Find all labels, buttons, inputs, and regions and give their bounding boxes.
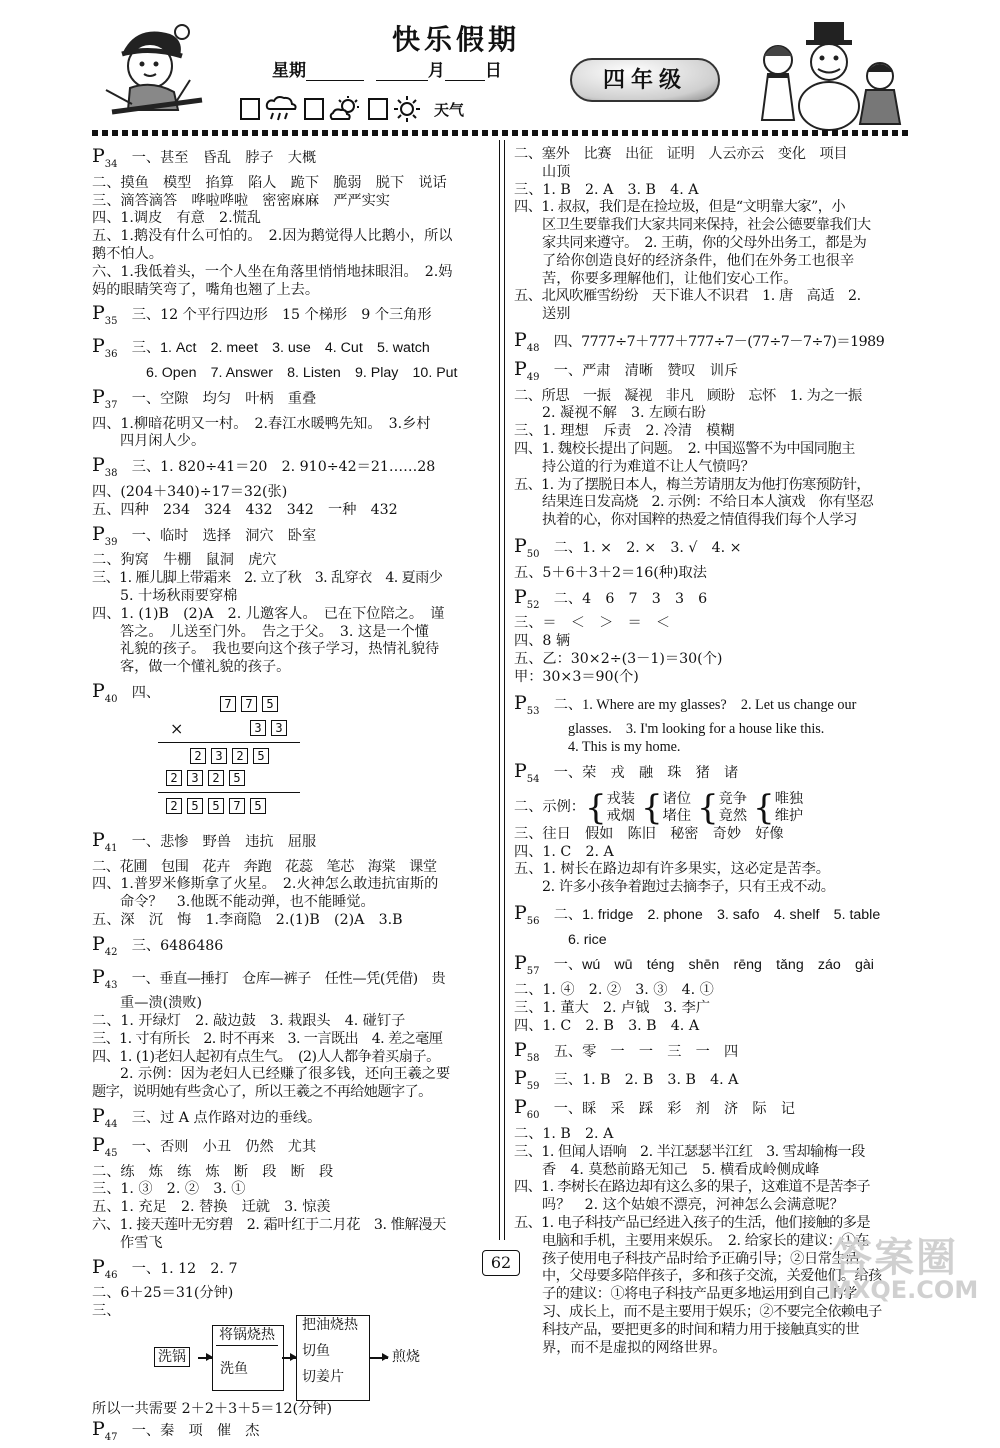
answer-line: 四、8 辆 [514, 633, 571, 650]
right-column [514, 146, 914, 1357]
pair-word: 堵住 [662, 807, 692, 824]
weather-checkbox-rain[interactable] [240, 98, 260, 120]
answer-line: 二、狗窝 牛棚 鼠洞 虎穴 [92, 552, 277, 569]
flow-step: 把油烧热 [302, 1317, 358, 1334]
mult-row-4 [166, 770, 250, 786]
digit-box: 5 [250, 798, 266, 814]
month-label: 月 [427, 61, 445, 81]
answer-line: 山顶 [542, 163, 571, 180]
rule-line [158, 792, 300, 794]
flow-step: 切鱼 [302, 1343, 330, 1360]
answer-line: 四、1.调皮 有意 2.慌乱 [92, 210, 261, 227]
word-pair [775, 791, 803, 825]
word-pairs-row [514, 787, 914, 828]
word-pair [607, 791, 635, 825]
brace-icon: { [697, 787, 719, 828]
flow-arrow [370, 1357, 388, 1359]
weather-row [240, 94, 464, 124]
answer-line: 命令？ 3.他既不能动弹，也不能睡觉。 [120, 894, 375, 911]
page-ref: $P_{39}$ [92, 522, 118, 548]
answer-line: 6. Open 7. Answer 8. Listen 9. Play 10. Put [146, 364, 458, 381]
grade-badge: 四年级 [570, 58, 720, 102]
answer-line: 孩子使用电子科技产品时给予正确引导；②日常生活 [542, 1250, 860, 1267]
answer-line: 一、秦 项 催 杰 [131, 1422, 260, 1439]
answer-line: 二、花圃 包围 花卉 奔跑 花蕊 笔芯 海棠 课堂 [92, 858, 437, 875]
mult-row-2 [250, 720, 292, 736]
pair-word: 竟然 [718, 807, 748, 824]
page-ref: $P_{44}$ [92, 1105, 118, 1130]
weather-checkbox-cloudy[interactable] [304, 98, 324, 120]
answer-line: 6. rice [568, 931, 607, 948]
answer-line: 区卫生要靠我们大家共同来保持，社会公德要靠我们大 [542, 217, 871, 234]
answer-line: 一、垂直—捶打 仓库—裤子 任性—凭(凭借) 贵 [131, 970, 446, 987]
page-ref: $P_{36}$ [92, 335, 118, 360]
answer-line: 二、摸鱼 模型 掐算 陷人 跪下 脆弱 脱下 说话 [92, 174, 447, 191]
flow-step: 将锅烧热 [216, 1327, 278, 1346]
left-column [92, 146, 490, 1448]
answer-line: 一、空隙 均匀 叶柄 重叠 [131, 390, 317, 407]
answer-line: 四月闲人少。 [120, 433, 206, 450]
answer-line: 四、1. (1)B (2)A 2. 儿邀客人。 已在下位陪之。 谨 [92, 605, 445, 622]
answer-line: 四、1. 叔叔，我们是在捡垃圾，但是“文明靠大家”，小 [514, 199, 846, 216]
page-ref: $P_{48}$ [514, 328, 540, 354]
answer-line: 一、荣 戎 融 珠 猪 诸 [553, 764, 739, 781]
answer-line: 2. 示例：因为老妇人已经赚了很多钱，还向王羲之要 [120, 1066, 451, 1083]
digit-box: 3 [211, 748, 227, 764]
page-ref: $P_{54}$ [514, 759, 540, 785]
answer-line: 四、1.柳暗花明又一村。 2.春江水暖鸭先知。 3.乡村 [92, 415, 431, 432]
page-ref: $P_{49}$ [514, 357, 540, 383]
brace-icon: { [753, 787, 775, 828]
digit-box: 2 [208, 770, 224, 786]
flow-step: 切姜片 [302, 1369, 344, 1386]
digit-box: 2 [232, 748, 248, 764]
answer-line: 五、北风吹雁雪纷纷 天下谁人不识君 1. 唐 高适 2. [514, 288, 861, 305]
answer-line: 结果连日发高烧 2. 示例：不给日本人演戏 你有坚忍 [542, 494, 874, 511]
answer-line: 三、滴答滴答 哗啦哗啦 密密麻麻 严严实实 [92, 192, 390, 209]
answer-line: 一、甚至 昏乱 脖子 大概 [131, 150, 317, 166]
answer-line: 所以一共需要 2＋2＋3＋5＝12(分钟) [92, 1401, 332, 1418]
page-number: 62 [482, 1250, 520, 1276]
answer-line: 二、1. B 2. A [514, 1126, 614, 1143]
answer-line: 吗？ 2. 这个姑娘不漂亮，河神怎么会满意呢？ [542, 1197, 844, 1214]
page-ref: $P_{59}$ [514, 1067, 540, 1093]
answer-line: 重—溃(溃败) [120, 995, 203, 1012]
page-ref: $P_{34}$ [92, 145, 118, 170]
date-line [272, 56, 502, 81]
answer-line: 一、严肃 清晰 赞叹 训斥 [553, 362, 739, 379]
answer-line: 三、过 A 点作路对边的垂线。 [131, 1110, 322, 1127]
answer-line: 六、1. 接天莲叶无穷碧 2. 霜叶红于二月花 3. 惟解漫天 [92, 1217, 446, 1234]
digit-box: 2 [190, 748, 206, 764]
answer-line: 二、4 6 7 3 3 6 [553, 590, 708, 607]
answer-line: 妈的眼睛笑弯了，嘴角也翘了上去。 [92, 281, 320, 298]
watermark-url: MXQE.COM [828, 1276, 979, 1304]
digit-box: 7 [220, 696, 236, 712]
answer-line: 甲：30×3＝90(个) [514, 668, 639, 685]
page-ref: $P_{46}$ [92, 1255, 118, 1281]
snowman-kids-clipart [748, 20, 908, 132]
header-divider [92, 130, 910, 136]
answer-line: 三、1. B 2. B 3. B 4. A [553, 1072, 739, 1089]
multiplication-puzzle [92, 696, 490, 826]
digit-box: 2 [166, 770, 182, 786]
answer-line: 四、1. (1)老妇人起初有点生气。 (2)人人都争着买扇子。 [92, 1048, 440, 1065]
answer-line: 苦，你要多理解他们，让他们安心工作。 [542, 270, 798, 287]
answer-line: 三、1. 董大 2. 卢钺 3. 李广 [514, 1000, 711, 1017]
answer-line: 科技产品，要把更多的时间和精力用于接触真实的世 [542, 1321, 860, 1338]
answer-line: 二、所思 一振 凝视 非凡 顾盼 忘怀 1. 为之一振 [514, 387, 862, 404]
answer-line: 5. 十场秋雨要穿棉 [120, 587, 238, 604]
answer-line: 五、深 沉 悔 1.李商隐 2.(1)B (2)A 3.B [92, 911, 403, 928]
weather-label: 天气 [434, 100, 465, 119]
watermark-logo-text: 答案圈 [832, 1235, 958, 1281]
sun-cloud-icon [328, 95, 362, 123]
answer-line: 五、1. 电子科技产品已经进入孩子的生活，他们接触的多是 [514, 1215, 870, 1232]
answer-line: 电脑和手机，主要用来娱乐。 2. 给家长的建议：①在 [542, 1232, 869, 1249]
answer-line: 四、1. C 2. A [514, 843, 614, 860]
sun-icon [392, 95, 422, 123]
page-ref: $P_{57}$ [514, 952, 540, 978]
answer-line: 鹅不怕人。 [92, 245, 163, 262]
word-pair [663, 791, 691, 825]
answer-line: 三、1. 寸有所长 2. 时不再来 3. 一言既出 4. 差之毫厘 [92, 1030, 443, 1047]
answer-line: 三、1. 理想 斥责 2. 冷清 模糊 [514, 423, 735, 440]
answer-line: 五、5＋6＋3＋2＝16(种)取法 [514, 564, 707, 581]
weather-checkbox-sunny[interactable] [368, 98, 388, 120]
answer-line: 二、1. fridge 2. phone 3. safo 4. shelf 5. table [553, 906, 881, 923]
answer-line: 香 4. 莫愁前路无知己 5. 横看成岭侧成峰 [542, 1161, 820, 1178]
answer-line: 4. This is my home. [568, 739, 681, 756]
column-divider [499, 140, 505, 1240]
answer-line: 礼貌的孩子。 我也要向这个孩子学习，热情礼貌待 [120, 641, 440, 658]
page-ref: $P_{56}$ [514, 901, 540, 927]
rain-cloud-icon [264, 95, 298, 123]
page-ref: $P_{37}$ [92, 385, 118, 411]
answer-line: 四、(204＋340)÷17＝32(张) [92, 483, 288, 500]
day-blank[interactable] [445, 64, 485, 81]
answer-line: 持公道的行为难道不让人气愤吗？ [542, 458, 755, 475]
page-ref: $P_{35}$ [92, 302, 118, 328]
multiply-sign: × [170, 718, 184, 738]
answer-line: 二、1. ④ 2. ② 3. ③ 4. ① [514, 982, 714, 999]
answer-line: 五、零 一 一 三 一 四 [553, 1043, 739, 1060]
digit-box: 5 [229, 770, 245, 786]
answer-line: 五、乙：30×2÷(3－1)＝30(个) [514, 650, 723, 667]
brace-icon: { [640, 787, 663, 828]
answer-line: 了给你创造良好的经济条件，他们在外务工也很辛 [542, 252, 855, 269]
day-label: 日 [484, 61, 502, 81]
answer-line: 五、1. 为了摆脱日本人，梅兰芳请朋友为他打伤寒预防针， [514, 476, 870, 493]
page-ref: $P_{60}$ [514, 1096, 540, 1122]
answer-line: 三、12 个平行四边形 15 个梯形 9 个三角形 [131, 307, 432, 324]
answer-line: 五、四种 234 324 432 342 一种 432 [92, 501, 398, 518]
answer-line: 一、睬 采 踩 彩 剂 济 际 记 [553, 1101, 795, 1118]
week-label: 星期 [272, 61, 306, 81]
answer-line: 作雪飞 [120, 1234, 163, 1251]
answer-line: 四、7777÷7＋777＋777÷7－(77÷7－7÷7)＝1989 [553, 333, 885, 350]
answer-line: 题字，说明她有些贪心了，所以王羲之不再给她题字了。 [92, 1084, 432, 1101]
answer-line: 三、＝ ＜ ＞ ＝ ＜ [514, 615, 671, 632]
answer-line: 三、1. 但闻人语响 2. 半江瑟瑟半江红 3. 雪却输梅一段 [514, 1143, 865, 1160]
week-blank[interactable] [306, 64, 364, 81]
page-ref: $P_{52}$ [514, 585, 540, 611]
page-ref: $P_{58}$ [514, 1038, 540, 1064]
flow-step: 洗锅 [154, 1347, 190, 1367]
page-ref: $P_{45}$ [92, 1133, 118, 1159]
skier-clipart [92, 20, 222, 128]
answer-line: 三、1. 820÷41＝20 2. 910÷42＝21……28 [131, 459, 436, 476]
answer-line: 一、临时 选择 洞穴 卧室 [131, 527, 317, 544]
rule-line [158, 742, 300, 744]
flow-step: 煎烧 [392, 1349, 420, 1366]
pair-word: 竞争 [718, 790, 748, 807]
mult-row-3 [190, 748, 274, 764]
page-header [0, 0, 1000, 140]
pair-word: 戒烟 [606, 807, 635, 824]
answer-line: 五、1.鹅没有什么可怕的。 2.因为鹅觉得人比鹅小，所以 [92, 228, 453, 245]
pair-word: 戎装 [606, 790, 635, 807]
answer-line: 三、1. ③ 2. ② 3. ① [92, 1181, 246, 1198]
cooking-flowchart [92, 1317, 490, 1399]
flow-arrow [282, 1357, 296, 1359]
answer-line: glasses. 3. I'm looking for a house like this. [568, 721, 825, 738]
digit-box: 3 [250, 720, 266, 736]
mult-row-1 [220, 696, 283, 712]
answer-line: 一、1. 12 2. 7 [131, 1260, 238, 1277]
answer-line: 2. 许多小孩争着跑过去摘李子，只有王戎不动。 [542, 879, 835, 896]
answer-line: 二、塞外 比赛 出征 证明 人云亦云 变化 项目 [514, 146, 848, 162]
answer-line: 一、悲惨 野兽 违抗 屈服 [131, 833, 317, 850]
answer-line: 四、1. C 2. B 3. B 4. A [514, 1017, 700, 1034]
answer-line: 答之。 儿送至门外。 告之于父。 3. 这是一个懂 [120, 623, 429, 640]
answer-line: 一、否则 小丑 仍然 尤其 [131, 1138, 317, 1155]
answer-line: 五、1. 树长在路边却有许多果实，这必定是苦李。 [514, 861, 830, 878]
page-ref: $P_{41}$ [92, 828, 118, 854]
page-ref: $P_{38}$ [92, 454, 118, 479]
digit-box: 3 [271, 720, 287, 736]
answer-line: 四、1. 魏校长提出了问题。 2. 中国巡警不为中国同胞主 [514, 440, 855, 457]
word-pair [719, 791, 747, 825]
answer-line: 四、1.普罗米修斯拿了火星。 2.火神怎么敢违抗宙斯的 [92, 876, 439, 893]
mult-row-5 [166, 798, 271, 814]
pair-word: 维护 [774, 807, 804, 824]
answer-line: 子的建议：①将电子科技产品更多地运用到自己的学 [542, 1286, 857, 1303]
page-ref: $P_{47}$ [92, 1417, 118, 1443]
digit-box: 5 [262, 696, 278, 712]
digit-box: 7 [229, 798, 245, 814]
answer-line: 二、示例： [514, 798, 585, 815]
watermark [822, 1226, 992, 1306]
answer-line: 三、1. Act 2. meet 3. use 4. Cut 5. watch [131, 340, 430, 357]
answer-line: 二、1. × 2. × 3. √ 4. × [553, 539, 742, 556]
answer-line: 五、1. 充足 2. 替换 迁就 3. 惊羡 [92, 1199, 331, 1216]
digit-box: 5 [208, 798, 224, 814]
answer-line: 中，父母要多陪伴孩子，多和孩子交流，关爱他们。给孩 [542, 1268, 882, 1285]
answer-line: 客，做一个懂礼貌的孩子。 [120, 659, 291, 676]
answer-line: 习、成长上，而不是主要用于娱乐；②不要完全依赖电子 [542, 1304, 882, 1321]
answer-line: 四、1. 李树长在路边却有这么多的果子，这难道不是苦李子 [514, 1179, 870, 1196]
digit-box: 7 [241, 696, 257, 712]
answer-line: 二、1. Where are my glasses? 2. Let us change our [553, 696, 857, 713]
digit-box: 2 [166, 798, 182, 814]
page-ref: $P_{53}$ [514, 691, 540, 717]
answer-line: 二、练 炼 练 炼 断 段 断 段 [92, 1163, 334, 1180]
page-ref: $P_{42}$ [92, 932, 118, 958]
month-blank[interactable] [376, 64, 428, 81]
answer-line: 二、1. 开绿灯 2. 敲边鼓 3. 栽跟头 4. 碰钉子 [92, 1013, 406, 1030]
flow-arrow [198, 1357, 212, 1359]
page-title: 快乐假期 [392, 23, 521, 56]
digit-box: 3 [187, 770, 203, 786]
page-ref: $P_{43}$ [92, 965, 118, 991]
answer-line: 六、1.我低着头，一个人坐在角落里悄悄地抹眼泪。 2.妈 [92, 263, 453, 280]
answer-line: 2. 凝视不解 3. 左顾右盼 [542, 405, 706, 422]
answer-line: 四、 [131, 684, 161, 701]
answer-line: 三、6486486 [131, 937, 224, 954]
answer-line: 三、1. B 2. A 3. B 4. A [514, 181, 699, 198]
page-ref: $P_{50}$ [514, 534, 540, 560]
answer-line: 三、1. 雁儿脚上带霜来 2. 立了秋 3. 乱穿衣 4. 夏雨少 [92, 570, 443, 587]
digit-box: 5 [253, 748, 269, 764]
pair-word: 唯独 [774, 790, 804, 807]
answer-line: 执着的心，你对国粹的热爱之情值得我们每个人学习 [542, 512, 857, 529]
brace-icon: { [584, 787, 607, 828]
pair-word: 诸位 [662, 790, 692, 807]
answer-line: 三、往日 假如 陈旧 秘密 奇妙 好像 [514, 825, 784, 842]
answer-line: 三、 [92, 1303, 121, 1320]
page-ref: $P_{40}$ [92, 679, 118, 705]
answer-line: 家共同来遵守。 2. 王萌，你的父母外出务工，都是为 [542, 234, 867, 251]
flow-step: 洗鱼 [220, 1361, 248, 1378]
answer-line: 二、6＋25＝31(分钟) [92, 1285, 234, 1302]
answer-line: 送别 [542, 306, 571, 323]
digit-box: 5 [187, 798, 203, 814]
answer-line: 一、wú wū téng shēn rēng tǎng záo gài [553, 957, 874, 974]
answer-line: 界，而不是虚拟的网络世界。 [542, 1339, 727, 1356]
